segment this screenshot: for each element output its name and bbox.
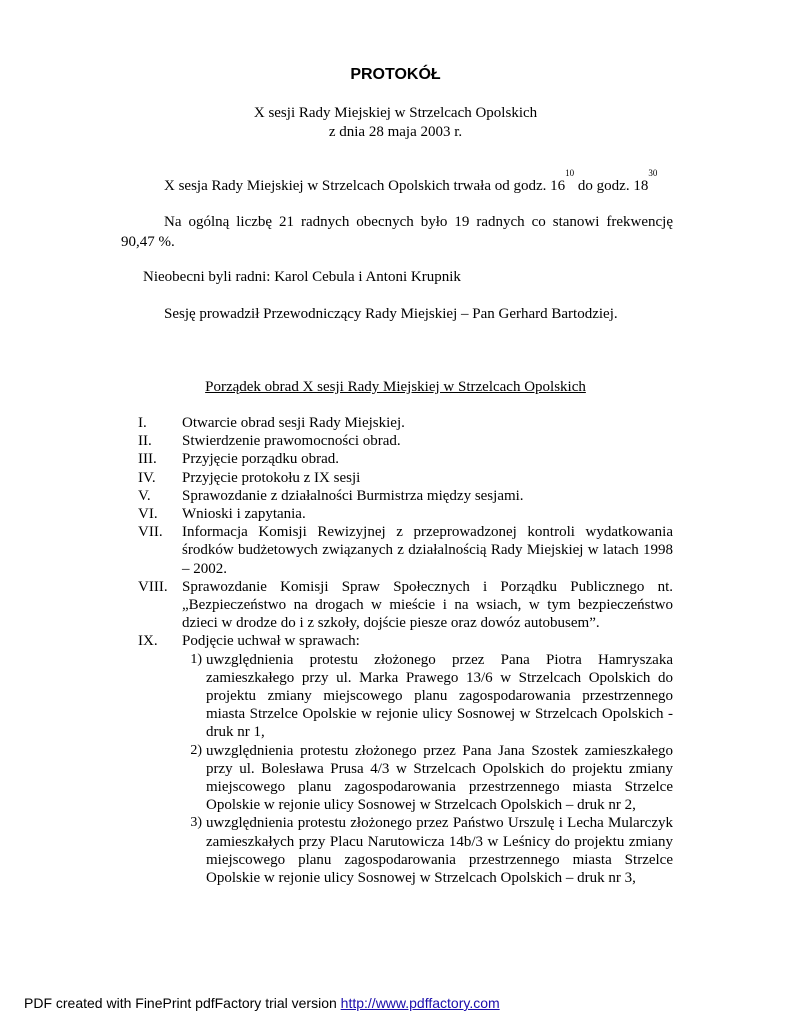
pdffactory-link[interactable]: http://www.pdffactory.com <box>340 995 500 1011</box>
agenda-item <box>138 432 673 450</box>
resolution-item-text: uwzględnienia protestu złożonego przez Pana Jana Szostek zamieszkałego przy ul. Bolesława Prusa 4/3 w Strzelcach Opolskich do projektu zmiany miejscowego planu zagospodarowania przestrzennego miasta Strzelce Opolskie w rejonie ulicy Sosnowej w Strzelcach Opolskich – druk nr 2, <box>206 742 673 814</box>
absent-paragraph: Nieobecni byli radni: Karol Cebula i Antoni Krupnik <box>143 269 461 285</box>
agenda-item <box>138 414 673 432</box>
agenda-item-number: VI. <box>138 506 158 523</box>
agenda-item-number: IX. <box>138 633 158 650</box>
agenda-item-text: Podjęcie uchwał w sprawach: <box>182 633 360 650</box>
agenda-item-text: Przyjęcie protokołu z IX sesji <box>182 469 361 486</box>
resolution-item <box>182 742 673 815</box>
agenda-item-text: Wnioski i zapytania. <box>182 506 306 523</box>
attendance-paragraph: Na ogólną liczbę 21 radnych obecnych było 19 radnych co stanowi frekwencję 90,47 %. <box>121 214 673 250</box>
end-minutes: 30 <box>648 168 658 178</box>
agenda-item-number: II. <box>138 433 152 450</box>
agenda-item-number: VIII. <box>138 578 168 595</box>
resolution-item <box>182 814 673 887</box>
agenda-item-text: Przyjęcie porządku obrad. <box>182 451 340 468</box>
agenda-item <box>138 469 673 487</box>
agenda-item-text: Stwierdzenie prawomocności obrad. <box>182 433 401 450</box>
agenda-item-text: Sprawozdanie Komisji Spraw Społecznych i Porządku Publicznego nt. „Bezpieczeństwo na drogach w mieście i na wsiach, w tym bezpieczeństwo dzieci w drodze do i z szkoły, dojście piesze oraz dowóz autobusem”. <box>182 578 673 632</box>
session-duration-text-b: do godz. 18 <box>574 178 649 194</box>
document-subtitle-date: z dnia 28 maja 2003 r. <box>328 124 463 140</box>
agenda-item <box>138 450 673 468</box>
agenda-item-number: V. <box>138 487 151 504</box>
resolution-item-number: 3) <box>190 815 202 831</box>
agenda-item <box>138 523 673 578</box>
resolution-item-text: uwzględnienia protestu złożonego przez Pana Piotra Hamryszaka zamieszkałego przy ul. Marka Prawego 13/6 w Strzelcach Opolskich do projektu zmiany miejscowego planu zagospodarowania przestrzennego miasta Strzelce Opolskie w rejonie ulicy Sosnowej w Strzelcach Opolskich - druk nr 1, <box>206 651 673 741</box>
agenda-item-number: VII. <box>138 524 163 541</box>
resolution-item-number: 2) <box>190 742 202 758</box>
agenda-item-text: Informacja Komisji Rewizyjnej z przeprowadzonej kontroli wydatkowania środków budżetowych związanych z działalnością Rady Miejskiej w latach 1998 – 2002. <box>182 524 673 577</box>
footer-text: PDF created with FinePrint pdfFactory trial version <box>24 995 341 1011</box>
agenda-item-text: Sprawozdanie z działalności Burmistrza między sesjami. <box>182 487 524 504</box>
resolution-item-text: uwzględnienia protestu złożonego przez Państwo Urszulę i Lecha Mularczyk zamieszkałych przy Placu Narutowicza 14b/3 w Leśnicy do projektu zmiany miejscowego planu zagospodarowania przestrzennego miasta Strzelce Opolskie w rejonie ulicy Sosnowej w Strzelcach Opolskich – druk nr 3, <box>206 815 673 887</box>
document-title: PROTOKÓŁ <box>350 66 441 83</box>
pdf-footer <box>24 995 500 1011</box>
resolution-list <box>182 651 673 888</box>
start-minutes: 10 <box>565 168 575 178</box>
agenda-list <box>138 414 673 887</box>
agenda-item <box>138 487 673 505</box>
resolution-item-number: 1) <box>190 651 202 667</box>
agenda-title: Porządek obrad X sesji Rady Miejskiej w Strzelcach Opolskich <box>205 379 586 395</box>
session-duration-paragraph <box>121 168 673 196</box>
resolution-item <box>182 651 673 742</box>
agenda-item <box>138 632 673 650</box>
agenda-item-number: III. <box>138 451 157 468</box>
agenda-item <box>138 578 673 633</box>
agenda-item-text: Otwarcie obrad sesji Rady Miejskiej. <box>182 415 405 431</box>
chair-paragraph: Sesję prowadził Przewodniczący Rady Miejskiej – Pan Gerhard Bartodziej. <box>164 306 618 322</box>
agenda-item-number: IV. <box>138 469 156 486</box>
agenda-item <box>138 505 673 523</box>
document-subtitle-session: X sesji Rady Miejskiej w Strzelcach Opolskich <box>253 105 538 121</box>
agenda-item-number: I. <box>138 415 147 431</box>
session-duration-text-a: X sesja Rady Miejskiej w Strzelcach Opolskich trwała od godz. 16 <box>164 178 566 194</box>
